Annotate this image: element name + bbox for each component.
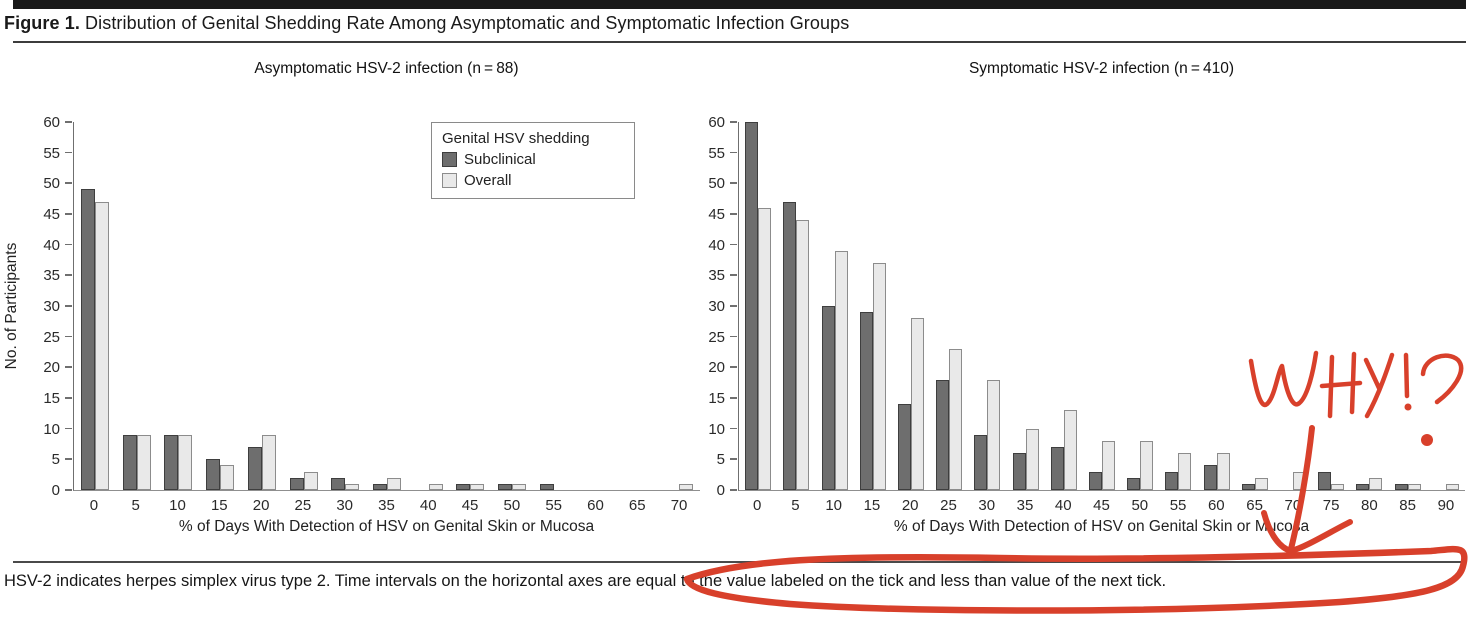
figure-title: Distribution of Genital Shedding Rate Among Asymptomatic and Symptomatic Infection Groups xyxy=(85,13,850,33)
x-tick-label: 5 xyxy=(131,497,140,514)
y-tick-label: 30 xyxy=(708,298,725,315)
bar-overall-40 xyxy=(1064,410,1077,490)
bar-overall-50 xyxy=(1140,441,1153,490)
bar-subclinical-15 xyxy=(860,312,873,490)
x-tick-label: 25 xyxy=(294,497,312,514)
x-tick-label: 55 xyxy=(1169,497,1187,514)
x-tick-label: 35 xyxy=(1016,497,1034,514)
bar-subclinical-30 xyxy=(974,435,987,490)
category-slot-40 xyxy=(1045,122,1083,490)
legend xyxy=(431,122,635,199)
y-tick-mark xyxy=(730,152,737,154)
y-tick-label: 20 xyxy=(43,359,60,377)
y-tick-mark xyxy=(65,428,72,430)
bar-overall-40 xyxy=(429,484,443,490)
y-tick-label: 55 xyxy=(708,144,725,162)
bar-subclinical-30 xyxy=(331,478,345,490)
bar-overall-65 xyxy=(1255,478,1268,490)
y-tick-mark xyxy=(730,305,737,307)
category-slot-25 xyxy=(930,122,968,490)
bar-overall-15 xyxy=(873,263,886,490)
bar-overall-10 xyxy=(835,251,848,490)
bar-overall-10 xyxy=(178,435,192,490)
bar-overall-85 xyxy=(1408,484,1421,490)
bar-subclinical-35 xyxy=(373,484,387,490)
bar-subclinical-60 xyxy=(1204,465,1217,490)
y-tick-mark xyxy=(65,489,72,491)
legend-swatch-icon xyxy=(442,152,457,167)
bar-overall-50 xyxy=(512,484,526,490)
y-tick-mark xyxy=(730,213,737,215)
x-tick-label: 45 xyxy=(461,497,479,514)
plot-area xyxy=(708,114,1465,499)
category-slot-60 xyxy=(1197,122,1235,490)
bar-subclinical-50 xyxy=(498,484,512,490)
y-tick-mark xyxy=(730,366,737,368)
y-tick-mark xyxy=(65,152,72,154)
x-tick-label: 10 xyxy=(825,497,842,514)
bar-overall-5 xyxy=(796,220,809,490)
x-tick-label: 0 xyxy=(89,497,99,514)
x-tick-label: 80 xyxy=(1361,497,1378,514)
category-slot-10 xyxy=(157,122,199,490)
category-slot-15 xyxy=(199,122,241,490)
x-tick-label: 40 xyxy=(419,497,437,514)
x-tick-label: 25 xyxy=(940,497,957,514)
x-tick-label: 35 xyxy=(378,497,395,514)
category-slot-20 xyxy=(892,122,930,490)
bar-subclinical-50 xyxy=(1127,478,1140,490)
x-tick-label: 60 xyxy=(1207,497,1225,514)
legend-item-label: Subclinical xyxy=(464,151,536,168)
y-tick-label: 15 xyxy=(43,390,60,407)
y-tick-label: 55 xyxy=(43,144,60,162)
bar-overall-25 xyxy=(304,472,318,490)
bar-subclinical-65 xyxy=(1242,484,1255,490)
bar-subclinical-55 xyxy=(540,484,554,490)
x-tick-label: 60 xyxy=(587,497,604,514)
x-tick-label: 55 xyxy=(545,497,562,514)
y-tick-mark xyxy=(65,213,72,215)
y-tick-label: 25 xyxy=(43,328,60,346)
bar-overall-35 xyxy=(387,478,401,490)
category-slot-5 xyxy=(777,122,815,490)
y-tick-label: 50 xyxy=(708,175,725,193)
category-slot-85 xyxy=(1388,122,1426,490)
x-tick-label: 50 xyxy=(503,497,521,514)
y-tick-mark xyxy=(730,489,737,491)
bar-subclinical-45 xyxy=(456,484,470,490)
legend-title: Genital HSV shedding xyxy=(442,130,590,147)
y-tick-mark xyxy=(730,121,737,123)
chart-title: Symptomatic HSV-2 infection (n = 410) xyxy=(968,60,1235,77)
x-tick-label: 40 xyxy=(1054,497,1072,514)
x-tick-label: 65 xyxy=(1246,497,1263,514)
x-axis-title: % of Days With Detection of HSV on Genital Skin or Mucosa xyxy=(893,518,1310,535)
y-tick-label: 0 xyxy=(716,482,725,499)
bar-overall-30 xyxy=(987,380,1000,490)
y-tick-mark xyxy=(730,428,737,430)
category-slot-50 xyxy=(1121,122,1159,490)
x-tick-label: 15 xyxy=(210,497,228,514)
category-slot-55 xyxy=(1159,122,1197,490)
bars-container xyxy=(739,122,1465,490)
bar-subclinical-10 xyxy=(822,306,835,490)
bar-overall-0 xyxy=(95,202,109,490)
bar-overall-75 xyxy=(1331,484,1344,490)
y-tick-label: 40 xyxy=(708,236,725,254)
y-tick-label: 60 xyxy=(43,114,60,131)
bar-overall-20 xyxy=(262,435,276,490)
x-tick-labels xyxy=(738,497,1465,514)
y-tick-label: 35 xyxy=(708,267,725,285)
y-tick-mark xyxy=(65,305,72,307)
x-tick-labels xyxy=(73,497,700,514)
category-slot-70 xyxy=(1274,122,1312,490)
y-tick-label: 10 xyxy=(43,420,60,438)
bar-overall-80 xyxy=(1369,478,1382,490)
x-tick-label: 10 xyxy=(169,497,186,514)
y-tick-mark xyxy=(730,336,737,338)
category-slot-75 xyxy=(1312,122,1350,490)
bar-overall-30 xyxy=(345,484,359,490)
category-slot-35 xyxy=(1006,122,1044,490)
bar-subclinical-0 xyxy=(745,122,758,490)
category-slot-30 xyxy=(324,122,366,490)
x-tick-label: 20 xyxy=(901,497,919,514)
y-tick-mark xyxy=(65,121,72,123)
footnote-divider xyxy=(13,561,1466,563)
category-slot-20 xyxy=(241,122,283,490)
chart-symptomatic xyxy=(708,60,1465,536)
bar-overall-35 xyxy=(1026,429,1039,490)
x-tick-label: 30 xyxy=(978,497,996,514)
x-tick-label: 0 xyxy=(752,497,762,514)
legend-item-subclinical xyxy=(442,151,624,168)
y-tick-mark xyxy=(730,182,737,184)
bar-overall-55 xyxy=(1178,453,1191,490)
bar-overall-45 xyxy=(470,484,484,490)
y-tick-label: 10 xyxy=(708,420,725,438)
category-slot-45 xyxy=(1083,122,1121,490)
bar-subclinical-85 xyxy=(1395,484,1408,490)
plot-area xyxy=(3,114,700,499)
bar-subclinical-0 xyxy=(81,189,95,490)
bar-overall-90 xyxy=(1446,484,1459,490)
bar-subclinical-5 xyxy=(123,435,137,490)
category-slot-10 xyxy=(815,122,853,490)
y-tick-label: 50 xyxy=(43,175,60,193)
bar-subclinical-10 xyxy=(164,435,178,490)
bar-subclinical-5 xyxy=(783,202,796,490)
category-slot-0 xyxy=(74,122,116,490)
y-axis-title: No. of Participants xyxy=(3,242,20,370)
category-slot-0 xyxy=(739,122,777,490)
y-tick-mark xyxy=(65,366,72,368)
y-tick-label: 15 xyxy=(708,390,725,407)
category-slot-90 xyxy=(1427,122,1465,490)
y-tick-label: 35 xyxy=(43,267,60,285)
y-tick-label: 25 xyxy=(708,328,725,346)
x-tick-label: 65 xyxy=(628,497,646,514)
category-slot-30 xyxy=(968,122,1006,490)
y-tick-label: 60 xyxy=(708,114,725,131)
legend-item-overall xyxy=(442,172,624,189)
figure-top-rule xyxy=(13,0,1466,9)
bar-subclinical-15 xyxy=(206,459,220,490)
bar-overall-5 xyxy=(137,435,151,490)
bar-overall-25 xyxy=(949,349,962,490)
bar-subclinical-55 xyxy=(1165,472,1178,490)
category-slot-25 xyxy=(283,122,325,490)
y-tick-label: 0 xyxy=(51,482,60,499)
bar-overall-45 xyxy=(1102,441,1115,490)
annotation-text xyxy=(0,0,1,1)
y-tick-mark xyxy=(65,458,72,460)
y-tick-label: 45 xyxy=(708,206,725,223)
bar-overall-0 xyxy=(758,208,771,490)
x-tick-label: 20 xyxy=(252,497,270,514)
bar-subclinical-45 xyxy=(1089,472,1102,490)
bar-subclinical-20 xyxy=(898,404,911,490)
x-tick-label: 50 xyxy=(1131,497,1149,514)
y-tick-mark xyxy=(65,274,72,276)
category-slot-35 xyxy=(366,122,408,490)
x-tick-label: 45 xyxy=(1093,497,1110,514)
figure-number: Figure 1. xyxy=(4,13,80,33)
x-tick-label: 70 xyxy=(1284,497,1302,514)
legend-item-label: Overall xyxy=(464,172,512,189)
y-tick-mark xyxy=(730,274,737,276)
x-tick-label: 30 xyxy=(336,497,354,514)
bar-subclinical-25 xyxy=(290,478,304,490)
bar-overall-70 xyxy=(1293,472,1306,490)
x-axis-title: % of Days With Detection of HSV on Genital Skin or Mucosa xyxy=(178,518,595,535)
y-tick-label: 40 xyxy=(43,236,60,254)
figure-caption xyxy=(4,13,849,34)
legend-swatch-icon xyxy=(442,173,457,188)
y-tick-label: 5 xyxy=(51,451,60,469)
bar-subclinical-75 xyxy=(1318,472,1331,490)
x-tick-label: 5 xyxy=(791,497,800,514)
y-tick-mark xyxy=(65,182,72,184)
header-divider xyxy=(13,41,1466,43)
bar-subclinical-80 xyxy=(1356,484,1369,490)
y-tick-mark xyxy=(730,397,737,399)
category-slot-5 xyxy=(116,122,158,490)
bar-subclinical-40 xyxy=(1051,447,1064,490)
bar-subclinical-20 xyxy=(248,447,262,490)
y-tick-label: 30 xyxy=(43,298,60,315)
bar-overall-20 xyxy=(911,318,924,490)
y-tick-label: 5 xyxy=(716,451,725,469)
y-tick-mark xyxy=(65,397,72,399)
category-slot-80 xyxy=(1350,122,1388,490)
footnote-text: HSV-2 indicates herpes simplex virus type 2. Time intervals on the horizontal axes are equal to the value labeled on the tick and less than value of the next tick. xyxy=(4,572,1167,590)
x-tick-label: 70 xyxy=(670,497,688,514)
x-tick-label: 90 xyxy=(1437,497,1455,514)
x-tick-label: 85 xyxy=(1399,497,1416,514)
y-tick-mark xyxy=(65,244,72,246)
bar-overall-15 xyxy=(220,465,234,490)
y-tick-label: 45 xyxy=(43,206,60,223)
chart-title: Asymptomatic HSV-2 infection (n = 88) xyxy=(254,60,519,77)
bar-subclinical-35 xyxy=(1013,453,1026,490)
y-tick-mark xyxy=(730,458,737,460)
x-tick-label: 15 xyxy=(863,497,881,514)
category-slot-15 xyxy=(854,122,892,490)
bar-subclinical-25 xyxy=(936,380,949,490)
category-slot-65 xyxy=(1236,122,1274,490)
x-tick-label: 75 xyxy=(1322,497,1340,514)
bar-overall-60 xyxy=(1217,453,1230,490)
y-tick-mark xyxy=(730,244,737,246)
y-tick-mark xyxy=(65,336,72,338)
chart-asymptomatic xyxy=(3,60,700,536)
y-tick-label: 20 xyxy=(708,359,725,377)
